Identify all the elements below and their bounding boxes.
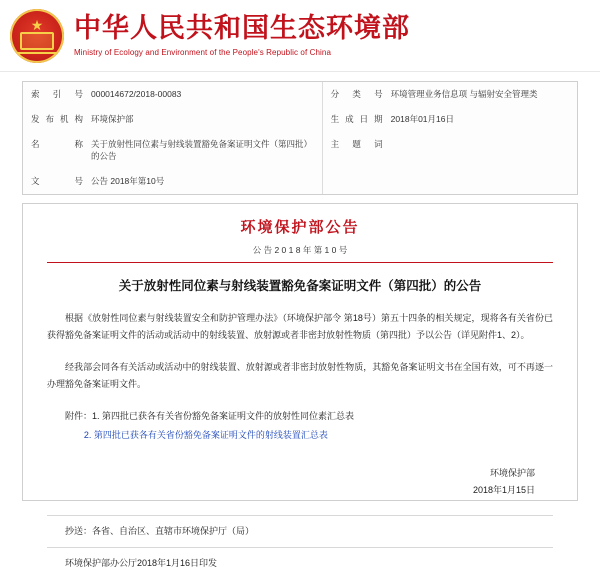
meta-value-index: 000014672/2018-00083 [91, 89, 182, 99]
table-row [327, 135, 573, 154]
site-header [0, 0, 600, 72]
table-row [23, 169, 577, 194]
meta-value-keywords [387, 135, 573, 154]
print-info-line: 环境保护部办公厅2018年1月16日印发 [47, 547, 553, 569]
paragraph-1: 根据《放射性同位素与射线装置安全和防护管理办法》（环境保护部令 第18号）第五十四条的相关规定，现将各有关省份已获得豁免备案证明文件的活动或活动中的射线装置、放射源或者非密封放射性物质（第四批）予以公告（详见附件1、2）。 [47, 312, 553, 341]
meta-cell-empty [322, 169, 577, 194]
meta-label-index: 索 引 号 [31, 89, 83, 99]
attachment-link-2[interactable]: 2. 第四批已获各有关省份豁免备案证明文件的射线装置汇总表 [83, 430, 328, 441]
ministry-title-en: Ministry of Ecology and Environment of the People's Republic of China [74, 47, 332, 57]
meta-cell-keywords [322, 132, 577, 170]
meta-label-docno: 文 号 [31, 176, 83, 186]
announcement-org-title: 环境保护部公告 [240, 217, 360, 236]
meta-cell-name [23, 132, 322, 170]
meta-value-date: 2018年01月16日 [390, 113, 454, 124]
table-row [327, 110, 573, 129]
table-row [27, 85, 318, 104]
table-row [327, 85, 573, 104]
table-row [27, 172, 318, 191]
meta-cell-date [322, 107, 577, 132]
meta-label-name: 名 称 [31, 138, 83, 149]
table-row [27, 110, 318, 129]
red-divider [47, 262, 553, 263]
ministry-title-cn: 中华人民共和国生态环境部 [74, 13, 410, 45]
meta-cell-docno [23, 169, 322, 194]
national-emblem-icon [10, 9, 64, 63]
page-title: 关于放射性同位素与射线装置豁免备案证明文件（第四批）的公告 [118, 277, 482, 293]
table-row [23, 132, 577, 170]
emblem-ears [17, 52, 57, 60]
meta-value-category: 环境管理业务信息项 与辐射安全管理类 [390, 89, 538, 99]
signer-date: 2018年1月15日 [472, 484, 535, 495]
meta-value-publisher: 环境保护部 [91, 113, 134, 124]
paragraph-2: 经我部会同各有关活动或活动中的射线装置、放射源或者非密封放射性物质，其豁免备案证明文书在全国有效，可不再逐一办理豁免备案证明文件。 [47, 361, 553, 390]
meta-value-docno: 公告 2018年第10号 [91, 176, 165, 186]
meta-label-keywords: 主 题 词 [330, 138, 383, 149]
cc-line: 抄送：各省、自治区、直辖市环境保护厅（局） [47, 515, 553, 537]
meta-value-name: 关于放射性同位素与射线装置豁免备案证明文件（第四批）的公告 [91, 138, 313, 162]
meta-cell-publisher [23, 107, 322, 132]
table-row [23, 107, 577, 132]
table-row [23, 82, 577, 107]
document-body [22, 203, 578, 568]
header-title-block [74, 14, 410, 57]
document-meta-table [22, 81, 578, 195]
meta-label-date: 生成日期 [330, 113, 383, 124]
table-row [27, 135, 318, 167]
announcement-number: 公 告 2 0 1 8 年 第 1 0 号 [252, 244, 348, 255]
meta-label-category: 分类号 [330, 89, 383, 99]
emblem-star: ★ [30, 16, 44, 33]
signer-name: 环境保护部 [489, 467, 535, 478]
meta-label-publisher: 发布机构 [31, 113, 83, 124]
meta-cell-index [23, 82, 322, 107]
meta-cell-category [322, 82, 577, 107]
attachment-label: 附件：1. 第四批已获各有关省份豁免备案证明文件的放射性同位素汇总表 [65, 410, 355, 421]
emblem-gate [20, 32, 54, 50]
